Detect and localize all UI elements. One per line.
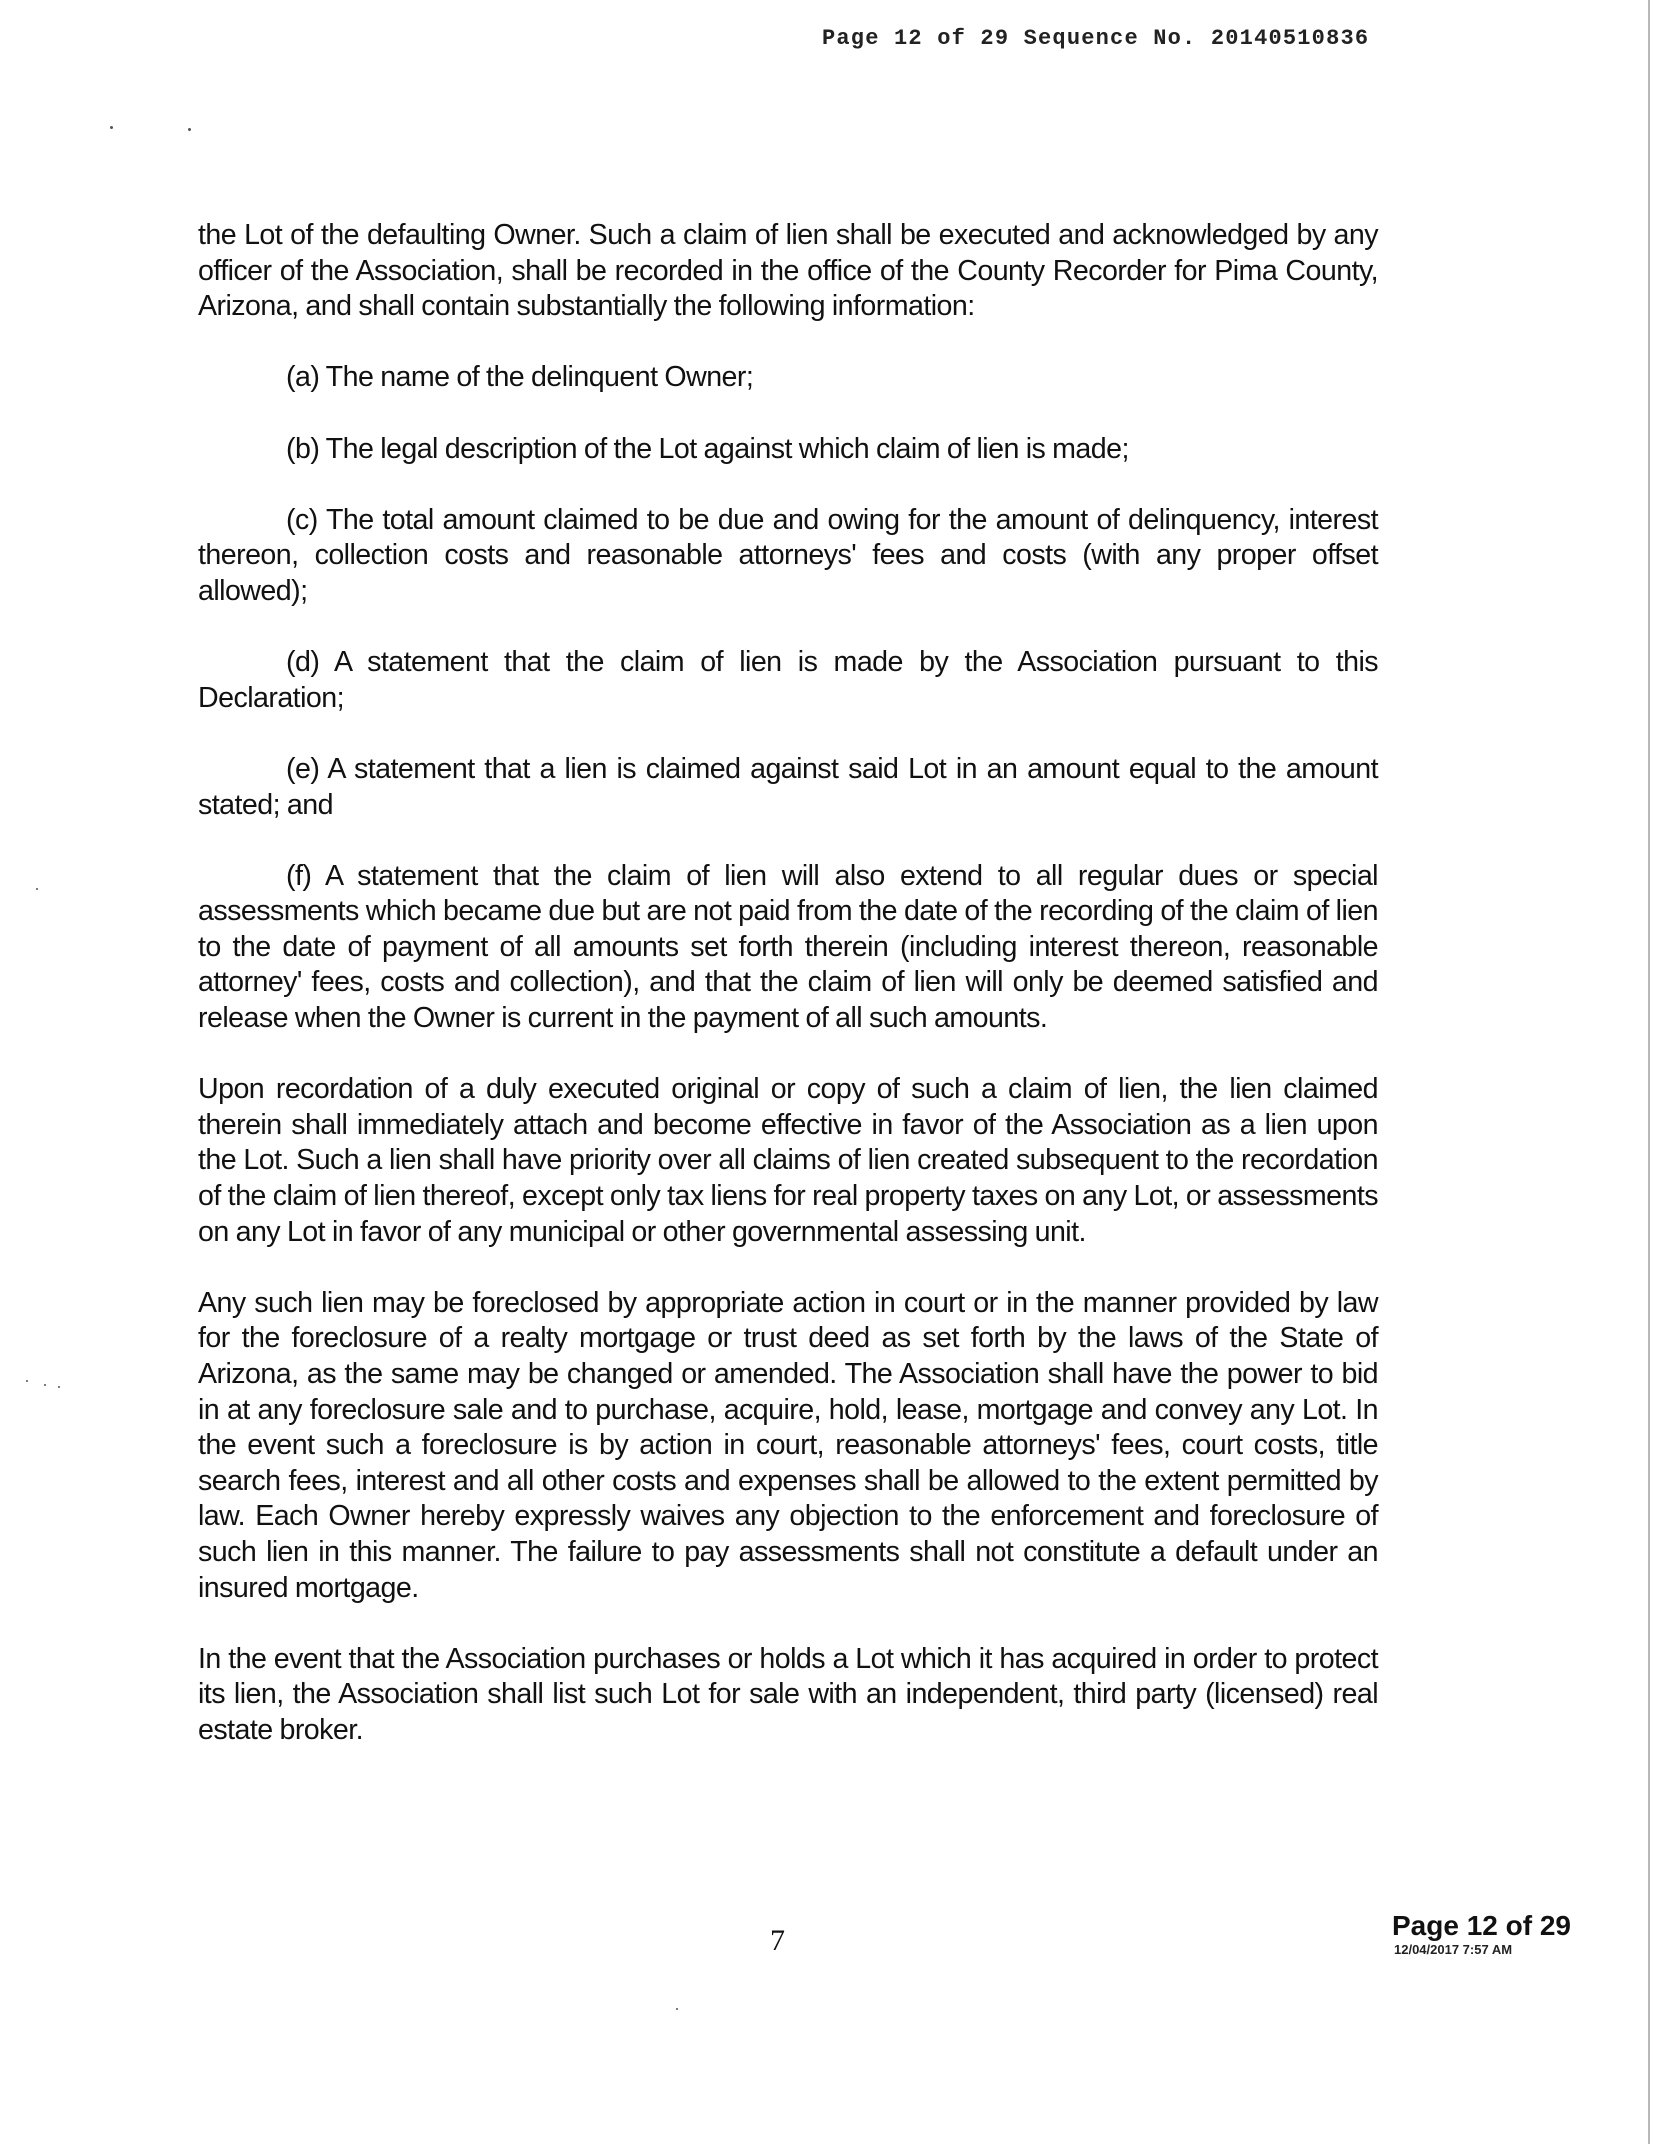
scan-speck	[110, 126, 113, 129]
scan-speck	[58, 1386, 60, 1388]
paragraph-foreclosure: Any such lien may be foreclosed by appropriate action in court or in the manner provided by law for the foreclosure of a realty mortgage or trust deed as set forth by the laws of the State of Arizona, as the same may be changed or amended. The Association shall have the power to bid in at any foreclosure sale and to purchase, acquire, hold, lease, mortgage and convey any Lot. In the event such a foreclosure is by action in court, reasonable attorneys' fees, court costs, title search fees, interest and all other costs and expenses shall be allowed to the extent permitted by law. Each Owner hereby expressly waives any objection to the enforcement and foreclosure of such lien in this manner. The failure to pay assessments shall not constitute a default under an insured mortgage.	[198, 1286, 1378, 1604]
list-item-b: (b) The legal description of the Lot against which claim of lien is made;	[286, 432, 1129, 465]
scan-speck	[44, 1384, 46, 1386]
scan-speck	[26, 1380, 28, 1382]
paragraph-lien-claim-intro: the Lot of the defaulting Owner. Such a claim of lien shall be executed and acknowledged by any officer of the Association, shall be recorded in the office of the County Recorder for Pima County, Arizona, and shall contain substantially the following information:	[198, 219, 1378, 323]
paragraph-association-purchase: In the event that the Association purchases or holds a Lot which it has acquired in order to protect its lien, the Association shall list such Lot for sale with an independent, third party (licensed) real estate broker.	[198, 1642, 1378, 1746]
stamp-datetime: 12/04/2017 7:57 AM	[1394, 1942, 1513, 1957]
sequence-header: Page 12 of 29 Sequence No. 20140510836	[822, 26, 1370, 51]
scan-edge-line	[1648, 0, 1650, 2144]
paragraph-recordation: Upon recordation of a duly executed original or copy of such a claim of lien, the lien claimed therein shall immediately attach and become effective in favor of the Association as a lien upon the Lot. Such a lien shall have priority over all claims of lien created subsequent to the recordation of the claim of lien thereof, except only tax liens for real property taxes on any Lot, or assessments on any Lot in favor of any municipal or other governmental assessing unit.	[198, 1073, 1378, 1248]
recorder-stamp	[1392, 1910, 1612, 1958]
list-item-c: (c) The total amount claimed to be due and owing for the amount of delinquency, interest thereon, collection costs and reasonable attorneys' fees and costs (with any proper offset allowed);	[198, 503, 1378, 607]
scan-speck	[676, 2008, 678, 2010]
scan-speck	[188, 128, 191, 131]
document-body	[198, 218, 1378, 1784]
list-item-a: (a) The name of the delinquent Owner;	[286, 361, 754, 394]
page-number: 7	[770, 1924, 785, 1957]
scan-speck	[36, 888, 38, 890]
list-item-d: (d) A statement that the claim of lien is made by the Association pursuant to this Declaration;	[198, 646, 1378, 714]
stamp-page-count: Page 12 of 29	[1392, 1910, 1571, 1941]
list-item-f: (f) A statement that the claim of lien will also extend to all regular dues or special assessments which became due but are not paid from the date of the recording of the claim of lien to the date of payment of all amounts set forth therein (including interest thereon, reasonable attorney' fees, costs and collection), and that the claim of lien will only be deemed satisfied and release when the Owner is current in the payment of all such amounts.	[198, 859, 1378, 1035]
list-item-e: (e) A statement that a lien is claimed against said Lot in an amount equal to the amount stated; and	[198, 752, 1378, 821]
